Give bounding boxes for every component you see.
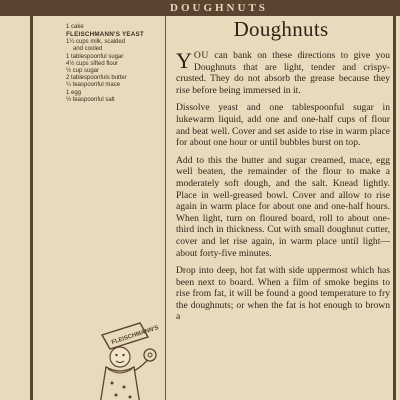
- ingredient-item: [66, 82, 164, 89]
- ingredient-item: [66, 68, 164, 75]
- ingredient-item: [66, 75, 164, 82]
- yeast-mascot-icon: [80, 315, 170, 400]
- ingredient-continuation: and cooled: [73, 46, 103, 53]
- top-banner: [0, 0, 400, 16]
- ingredient-text: 4½ cups sifted flour: [66, 60, 119, 67]
- recipe-paragraph-3: Add to this the butter and sugar creamed, mace, egg well beaten, the remainder of the flour to make a moderately soft dough, and the salt. Knead lightly. Place in well-greased bowl. Cover and allow to rise again in warm place for about one and one-half hours. When light, turn on floured board, roll to about one-third inch in thickness. Cut with small doughnut cutter, cover and let rise again, in warm place until light—about forty-five minutes.: [176, 154, 390, 259]
- ingredients-list: [66, 24, 164, 104]
- ingredient-text: 1 tablespoonful sugar: [66, 53, 124, 60]
- recipe-body: [176, 50, 390, 329]
- ingredient-text: 2 tablespoonfuls butter: [66, 75, 127, 82]
- ingredient-text: 1¼ cups milk, scalded: [66, 39, 126, 46]
- ingredient-item: [66, 97, 164, 104]
- ingredient-text: ½ teaspoonful salt: [66, 96, 115, 103]
- ingredient-item: [66, 39, 164, 53]
- ingredient-text: FLEISCHMANN'S YEAST: [66, 31, 144, 39]
- drop-cap: Y: [176, 48, 192, 73]
- illustration-label: FLEISCHMANN'S: [110, 325, 160, 346]
- lead-in: OU: [193, 50, 209, 61]
- recipe-title: Doughnuts: [233, 17, 329, 41]
- ingredient-item: [66, 61, 164, 68]
- ingredient-item: [66, 54, 164, 61]
- recipe-paragraph-2: Dissolve yeast and one tablespoonful sugar in lukewarm liquid, add one and one-half cups of flour and beat well. Cover and set aside to rise in warm place for about one hour or until bubbles burst on top.: [176, 102, 390, 149]
- ingredient-item: [66, 90, 164, 97]
- ingredient-text: ½ cup sugar: [66, 68, 100, 75]
- ingredient-text: ¼ teaspoonful mace: [66, 82, 121, 89]
- paragraph-1-text: can bank on these directions to give you Doughnuts that are light, tender and crispy-crusted. They do not absorb the grease because they rise before being immersed in it.: [176, 50, 390, 96]
- ingredient-item: [66, 24, 164, 31]
- recipe-paragraph-1: [176, 50, 390, 96]
- ingredient-text: 1 cake: [66, 24, 84, 30]
- ingredient-text: 1 egg: [66, 89, 82, 96]
- ingredient-item: [66, 31, 164, 38]
- recipe-paragraph-4: Drop into deep, hot fat with side uppermost which has been next to board. When a film of smoke begins to rise from fat, it will be found a good temperature to fry the doughnuts; or when the fat is hot enough to brown a: [176, 265, 390, 323]
- banner-text: DOUGHNUTS: [170, 2, 268, 14]
